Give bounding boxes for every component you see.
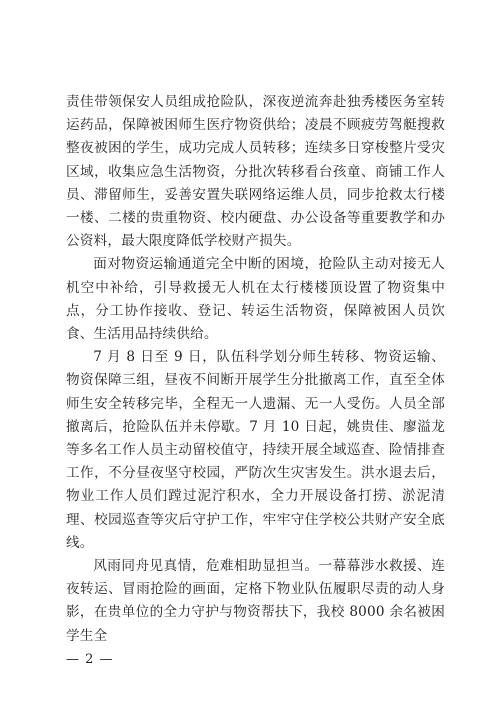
paragraph-1: 责佳带领保安人员组成抢险队，深夜逆流奔赴独秀楼医务室转运药品，保障被困师生医疗物资供给；凌晨不顾疲劳驾艇搜救整夜被困的学生，成功完成人员转移；连续多日穿梭整片受灾区域，收集应急生活物资，分批次转移看台孩童、商铺工作人员、滞留师生，妥善安置失联网络运维人员，同步抢救太行楼一楼、二楼的贵重物资、校内硬盘、办公设备等重要教学和办公资料，最大限度降低学校财产损失。 [66, 94, 445, 250]
page-number: — 2 — [66, 652, 114, 667]
paragraph-2: 面对物资运输通道完全中断的困境，抢险队主动对接无人机空中补给，引导救援无人机在太行楼楼顶设置了物资集中点，分工协作接收、登记、转运生活物资，保障被困人员饮食、生活用品持续供给。 [66, 256, 445, 343]
paragraph-3: 7 月 8 日至 9 日，队伍科学划分师生转移、物资运输、物资保障三组，昼夜不间断开展学生分批撤离工作，直至全体师生安全转移完毕，全程无一人遗漏、无一人受伤。人员全部撤离后，抢险队伍并未停歇。7 月 10 日起，姚贵佳、廖溢龙等多名工作人员主动留校值守，持续开展全域巡查、险情排查工作，不分昼夜坚守校园，严防次生灾害发生。洪水退去后，物业工作人员们蹚过泥泞积水，全力开展设备打捞、淤泥清理、校园巡查等灾后守护工作，牢牢守住学校公共财产安全底线。 [66, 349, 445, 551]
paragraph-4: 风雨同舟见真情，危难相助显担当。一幕幕涉水救援、连夜转运、冒雨抢险的画面，定格下物业队伍履职尽责的动人身影，在贵单位的全力守护与物资帮扶下，我校 8000 余名被困学生全 [66, 558, 445, 644]
document-body [66, 91, 445, 648]
